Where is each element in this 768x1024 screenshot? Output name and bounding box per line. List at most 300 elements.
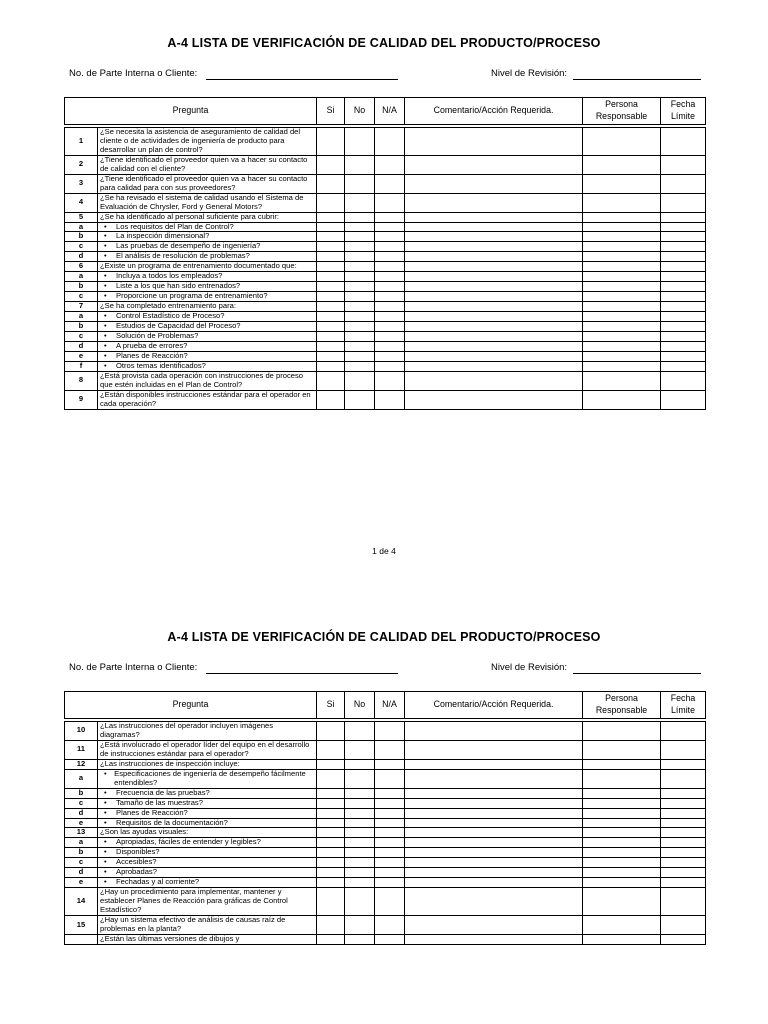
responsible-cell[interactable] <box>583 282 661 292</box>
question-text <box>98 798 317 808</box>
checklist-row <box>65 128 706 156</box>
na-cell[interactable] <box>375 759 405 769</box>
deadline-cell[interactable] <box>661 888 706 916</box>
si-cell[interactable] <box>317 322 345 332</box>
no-cell[interactable] <box>345 371 375 390</box>
no-cell[interactable] <box>345 722 375 741</box>
responsible-cell[interactable] <box>583 371 661 390</box>
question-label: ¿Las instrucciones de inspección incluye: <box>100 758 240 768</box>
deadline-cell[interactable] <box>661 341 706 351</box>
no-cell[interactable] <box>345 740 375 759</box>
si-cell[interactable] <box>317 252 345 262</box>
checklist-row <box>65 848 706 858</box>
bullet-item <box>104 223 314 232</box>
question-label: Proporcione un programa de entrenamiento? <box>116 291 268 301</box>
question-label: ¿Son las ayudas visuales: <box>100 827 189 837</box>
na-cell[interactable] <box>375 828 405 838</box>
deadline-cell[interactable] <box>661 312 706 322</box>
na-cell[interactable] <box>375 848 405 858</box>
responsible-cell[interactable] <box>583 351 661 361</box>
na-cell[interactable] <box>375 798 405 808</box>
responsible-cell[interactable] <box>583 193 661 212</box>
responsible-cell[interactable] <box>583 302 661 312</box>
no-cell[interactable] <box>345 322 375 332</box>
comment-cell[interactable] <box>405 878 583 888</box>
checklist-row <box>65 361 706 371</box>
na-cell[interactable] <box>375 252 405 262</box>
row-number: d <box>65 868 98 878</box>
no-cell[interactable] <box>345 818 375 828</box>
si-cell[interactable] <box>317 232 345 242</box>
comment-cell[interactable] <box>405 272 583 282</box>
no-cell[interactable] <box>345 292 375 302</box>
no-cell[interactable] <box>345 868 375 878</box>
no-cell[interactable] <box>345 390 375 409</box>
question-label: Disponibles? <box>116 847 160 857</box>
na-cell[interactable] <box>375 788 405 798</box>
na-cell[interactable] <box>375 155 405 174</box>
deadline-cell[interactable] <box>661 858 706 868</box>
si-cell[interactable] <box>317 858 345 868</box>
no-cell[interactable] <box>345 858 375 868</box>
comment-cell[interactable] <box>405 788 583 798</box>
responsible-cell[interactable] <box>583 740 661 759</box>
responsible-cell[interactable] <box>583 818 661 828</box>
no-cell[interactable] <box>345 848 375 858</box>
si-cell[interactable] <box>317 272 345 282</box>
na-cell[interactable] <box>375 193 405 212</box>
responsible-cell[interactable] <box>583 322 661 332</box>
comment-cell[interactable] <box>405 351 583 361</box>
comment-cell[interactable] <box>405 252 583 262</box>
question-text <box>98 740 317 759</box>
comment-cell[interactable] <box>405 193 583 212</box>
na-cell[interactable] <box>375 722 405 741</box>
deadline-cell[interactable] <box>661 222 706 232</box>
na-cell[interactable] <box>375 351 405 361</box>
deadline-cell[interactable] <box>661 868 706 878</box>
column-header-comentario: Comentario/Acción Requerida. <box>405 692 583 719</box>
comment-cell[interactable] <box>405 390 583 409</box>
no-cell[interactable] <box>345 341 375 351</box>
question-label: ¿Se ha identificado al personal suficiente para cubrir: <box>100 211 279 221</box>
part-number-label: No. de Parte Interna o Cliente: <box>69 662 198 673</box>
si-cell[interactable] <box>317 916 345 935</box>
si-cell[interactable] <box>317 361 345 371</box>
comment-cell[interactable] <box>405 174 583 193</box>
bullet-item <box>104 838 314 847</box>
responsible-cell[interactable] <box>583 332 661 342</box>
comment-cell[interactable] <box>405 828 583 838</box>
no-cell[interactable] <box>345 934 375 944</box>
na-cell[interactable] <box>375 128 405 156</box>
si-cell[interactable] <box>317 798 345 808</box>
question-label: Liste a los que han sido entrenados? <box>116 281 241 291</box>
deadline-cell[interactable] <box>661 212 706 222</box>
na-cell[interactable] <box>375 272 405 282</box>
no-cell[interactable] <box>345 242 375 252</box>
comment-cell[interactable] <box>405 155 583 174</box>
na-cell[interactable] <box>375 858 405 868</box>
responsible-cell[interactable] <box>583 828 661 838</box>
na-cell[interactable] <box>375 312 405 322</box>
si-cell[interactable] <box>317 888 345 916</box>
question-text <box>98 878 317 888</box>
comment-cell[interactable] <box>405 222 583 232</box>
na-cell[interactable] <box>375 808 405 818</box>
comment-cell[interactable] <box>405 934 583 944</box>
checklist-row <box>65 292 706 302</box>
na-cell[interactable] <box>375 390 405 409</box>
responsible-cell[interactable] <box>583 858 661 868</box>
na-cell[interactable] <box>375 361 405 371</box>
deadline-cell[interactable] <box>661 878 706 888</box>
no-cell[interactable] <box>345 808 375 818</box>
no-cell[interactable] <box>345 888 375 916</box>
deadline-cell[interactable] <box>661 818 706 828</box>
responsible-cell[interactable] <box>583 848 661 858</box>
si-cell[interactable] <box>317 769 345 788</box>
deadline-cell[interactable] <box>661 128 706 156</box>
comment-cell[interactable] <box>405 212 583 222</box>
comment-cell[interactable] <box>405 798 583 808</box>
bullet-icon: • <box>104 797 107 807</box>
na-cell[interactable] <box>375 212 405 222</box>
responsible-cell[interactable] <box>583 174 661 193</box>
bullet-item <box>104 232 314 241</box>
deadline-cell[interactable] <box>661 371 706 390</box>
comment-cell[interactable] <box>405 242 583 252</box>
comment-cell[interactable] <box>405 332 583 342</box>
si-cell[interactable] <box>317 212 345 222</box>
deadline-cell[interactable] <box>661 302 706 312</box>
question-text <box>98 242 317 252</box>
no-cell[interactable] <box>345 828 375 838</box>
comment-cell[interactable] <box>405 888 583 916</box>
deadline-cell[interactable] <box>661 174 706 193</box>
bullet-item <box>104 252 314 261</box>
deadline-cell[interactable] <box>661 934 706 944</box>
question-text <box>98 888 317 916</box>
question-text <box>98 788 317 798</box>
na-cell[interactable] <box>375 232 405 242</box>
checklist-row <box>65 390 706 409</box>
na-cell[interactable] <box>375 242 405 252</box>
no-cell[interactable] <box>345 798 375 808</box>
responsible-cell[interactable] <box>583 759 661 769</box>
document-title: A-4 LISTA DE VERIFICACIÓN DE CALIDAD DEL PRODUCTO/PROCESO <box>167 630 601 644</box>
responsible-cell[interactable] <box>583 934 661 944</box>
question-text <box>98 371 317 390</box>
no-cell[interactable] <box>345 282 375 292</box>
responsible-cell[interactable] <box>583 868 661 878</box>
checklist-row <box>65 242 706 252</box>
deadline-cell[interactable] <box>661 838 706 848</box>
no-cell[interactable] <box>345 128 375 156</box>
question-text <box>98 722 317 741</box>
comment-cell[interactable] <box>405 858 583 868</box>
checklist-row <box>65 798 706 808</box>
na-cell[interactable] <box>375 888 405 916</box>
si-cell[interactable] <box>317 740 345 759</box>
responsible-cell[interactable] <box>583 128 661 156</box>
no-cell[interactable] <box>345 222 375 232</box>
comment-cell[interactable] <box>405 818 583 828</box>
responsible-cell[interactable] <box>583 361 661 371</box>
part-number-field[interactable] <box>206 673 398 674</box>
deadline-cell[interactable] <box>661 193 706 212</box>
bullet-item <box>104 292 314 301</box>
deadline-cell[interactable] <box>661 272 706 282</box>
comment-cell[interactable] <box>405 292 583 302</box>
na-cell[interactable] <box>375 222 405 232</box>
checklist-row <box>65 322 706 332</box>
responsible-cell[interactable] <box>583 341 661 351</box>
na-cell[interactable] <box>375 292 405 302</box>
no-cell[interactable] <box>345 262 375 272</box>
revision-level-field[interactable] <box>573 79 701 80</box>
comment-cell[interactable] <box>405 262 583 272</box>
comment-cell[interactable] <box>405 371 583 390</box>
comment-cell[interactable] <box>405 808 583 818</box>
deadline-cell[interactable] <box>661 722 706 741</box>
si-cell[interactable] <box>317 828 345 838</box>
responsible-cell[interactable] <box>583 888 661 916</box>
no-cell[interactable] <box>345 212 375 222</box>
comment-cell[interactable] <box>405 838 583 848</box>
deadline-cell[interactable] <box>661 848 706 858</box>
no-cell[interactable] <box>345 193 375 212</box>
no-cell[interactable] <box>345 351 375 361</box>
responsible-cell[interactable] <box>583 222 661 232</box>
comment-cell[interactable] <box>405 282 583 292</box>
na-cell[interactable] <box>375 740 405 759</box>
no-cell[interactable] <box>345 302 375 312</box>
no-cell[interactable] <box>345 272 375 282</box>
na-cell[interactable] <box>375 302 405 312</box>
si-cell[interactable] <box>317 292 345 302</box>
responsible-cell[interactable] <box>583 312 661 322</box>
responsible-cell[interactable] <box>583 262 661 272</box>
si-cell[interactable] <box>317 128 345 156</box>
comment-cell[interactable] <box>405 232 583 242</box>
question-label: Estudios de Capacidad del Proceso? <box>116 321 241 331</box>
si-cell[interactable] <box>317 808 345 818</box>
comment-cell[interactable] <box>405 341 583 351</box>
no-cell[interactable] <box>345 252 375 262</box>
si-cell[interactable] <box>317 262 345 272</box>
na-cell[interactable] <box>375 934 405 944</box>
responsible-cell[interactable] <box>583 242 661 252</box>
responsible-cell[interactable] <box>583 390 661 409</box>
bullet-item <box>104 848 314 857</box>
responsible-cell[interactable] <box>583 916 661 935</box>
part-number-field[interactable] <box>206 79 398 80</box>
deadline-cell[interactable] <box>661 788 706 798</box>
comment-cell[interactable] <box>405 848 583 858</box>
question-text <box>98 332 317 342</box>
na-cell[interactable] <box>375 174 405 193</box>
deadline-cell[interactable] <box>661 282 706 292</box>
si-cell[interactable] <box>317 878 345 888</box>
bullet-icon: • <box>104 231 107 241</box>
checklist-table <box>64 691 706 945</box>
si-cell[interactable] <box>317 868 345 878</box>
deadline-cell[interactable] <box>661 759 706 769</box>
na-cell[interactable] <box>375 916 405 935</box>
deadline-cell[interactable] <box>661 916 706 935</box>
deadline-cell[interactable] <box>661 769 706 788</box>
row-number: 4 <box>65 193 98 212</box>
no-cell[interactable] <box>345 155 375 174</box>
row-number: 13 <box>65 828 98 838</box>
bullet-icon: • <box>104 768 107 778</box>
responsible-cell[interactable] <box>583 292 661 302</box>
na-cell[interactable] <box>375 868 405 878</box>
deadline-cell[interactable] <box>661 252 706 262</box>
responsible-cell[interactable] <box>583 838 661 848</box>
no-cell[interactable] <box>345 878 375 888</box>
checklist-row <box>65 934 706 944</box>
deadline-cell[interactable] <box>661 798 706 808</box>
question-text <box>98 361 317 371</box>
responsible-cell[interactable] <box>583 722 661 741</box>
question-label: ¿Están disponibles instrucciones estándar para el operador en cada operación? <box>100 389 311 408</box>
bullet-item <box>104 352 314 361</box>
comment-cell[interactable] <box>405 740 583 759</box>
responsible-cell[interactable] <box>583 232 661 242</box>
comment-cell[interactable] <box>405 759 583 769</box>
question-label: ¿Existe un programa de entrenamiento documentado que: <box>100 261 297 271</box>
responsible-cell[interactable] <box>583 788 661 798</box>
na-cell[interactable] <box>375 769 405 788</box>
comment-cell[interactable] <box>405 722 583 741</box>
na-cell[interactable] <box>375 332 405 342</box>
no-cell[interactable] <box>345 174 375 193</box>
si-cell[interactable] <box>317 759 345 769</box>
deadline-cell[interactable] <box>661 390 706 409</box>
si-cell[interactable] <box>317 312 345 322</box>
si-cell[interactable] <box>317 242 345 252</box>
deadline-cell[interactable] <box>661 232 706 242</box>
si-cell[interactable] <box>317 193 345 212</box>
si-cell[interactable] <box>317 848 345 858</box>
question-text <box>98 828 317 838</box>
comment-cell[interactable] <box>405 361 583 371</box>
row-number: d <box>65 252 98 262</box>
responsible-cell[interactable] <box>583 252 661 262</box>
si-cell[interactable] <box>317 222 345 232</box>
si-cell[interactable] <box>317 934 345 944</box>
no-cell[interactable] <box>345 759 375 769</box>
bullet-item <box>104 878 314 887</box>
comment-cell[interactable] <box>405 322 583 332</box>
responsible-cell[interactable] <box>583 155 661 174</box>
question-label: Planes de Reacción? <box>116 350 188 360</box>
no-cell[interactable] <box>345 312 375 322</box>
no-cell[interactable] <box>345 916 375 935</box>
deadline-cell[interactable] <box>661 242 706 252</box>
row-number: e <box>65 818 98 828</box>
question-label: La inspección dimensional? <box>116 231 210 241</box>
na-cell[interactable] <box>375 878 405 888</box>
responsible-cell[interactable] <box>583 808 661 818</box>
no-cell[interactable] <box>345 361 375 371</box>
checklist-row <box>65 808 706 818</box>
na-cell[interactable] <box>375 341 405 351</box>
row-number: b <box>65 232 98 242</box>
checklist-table <box>64 97 706 410</box>
responsible-cell[interactable] <box>583 272 661 282</box>
na-cell[interactable] <box>375 282 405 292</box>
deadline-cell[interactable] <box>661 351 706 361</box>
si-cell[interactable] <box>317 155 345 174</box>
deadline-cell[interactable] <box>661 292 706 302</box>
si-cell[interactable] <box>317 838 345 848</box>
checklist-row <box>65 740 706 759</box>
responsible-cell[interactable] <box>583 769 661 788</box>
si-cell[interactable] <box>317 282 345 292</box>
si-cell[interactable] <box>317 788 345 798</box>
deadline-cell[interactable] <box>661 332 706 342</box>
bullet-icon: • <box>104 221 107 231</box>
no-cell[interactable] <box>345 769 375 788</box>
si-cell[interactable] <box>317 341 345 351</box>
comment-cell[interactable] <box>405 312 583 322</box>
na-cell[interactable] <box>375 371 405 390</box>
deadline-cell[interactable] <box>661 262 706 272</box>
comment-cell[interactable] <box>405 769 583 788</box>
revision-level-field[interactable] <box>573 673 701 674</box>
deadline-cell[interactable] <box>661 155 706 174</box>
comment-cell[interactable] <box>405 302 583 312</box>
si-cell[interactable] <box>317 390 345 409</box>
deadline-cell[interactable] <box>661 808 706 818</box>
bullet-item <box>104 242 314 251</box>
comment-cell[interactable] <box>405 916 583 935</box>
responsible-cell[interactable] <box>583 212 661 222</box>
no-cell[interactable] <box>345 788 375 798</box>
no-cell[interactable] <box>345 838 375 848</box>
si-cell[interactable] <box>317 302 345 312</box>
si-cell[interactable] <box>317 332 345 342</box>
si-cell[interactable] <box>317 371 345 390</box>
si-cell[interactable] <box>317 818 345 828</box>
si-cell[interactable] <box>317 174 345 193</box>
comment-cell[interactable] <box>405 868 583 878</box>
bullet-item <box>104 809 314 818</box>
si-cell[interactable] <box>317 351 345 361</box>
responsible-cell[interactable] <box>583 798 661 808</box>
deadline-cell[interactable] <box>661 322 706 332</box>
question-text <box>98 808 317 818</box>
deadline-cell[interactable] <box>661 361 706 371</box>
na-cell[interactable] <box>375 262 405 272</box>
checklist-row <box>65 272 706 282</box>
responsible-cell[interactable] <box>583 878 661 888</box>
na-cell[interactable] <box>375 838 405 848</box>
row-number: c <box>65 332 98 342</box>
deadline-cell[interactable] <box>661 740 706 759</box>
question-text <box>98 212 317 222</box>
comment-cell[interactable] <box>405 128 583 156</box>
no-cell[interactable] <box>345 332 375 342</box>
na-cell[interactable] <box>375 322 405 332</box>
deadline-cell[interactable] <box>661 828 706 838</box>
na-cell[interactable] <box>375 818 405 828</box>
si-cell[interactable] <box>317 722 345 741</box>
no-cell[interactable] <box>345 232 375 242</box>
